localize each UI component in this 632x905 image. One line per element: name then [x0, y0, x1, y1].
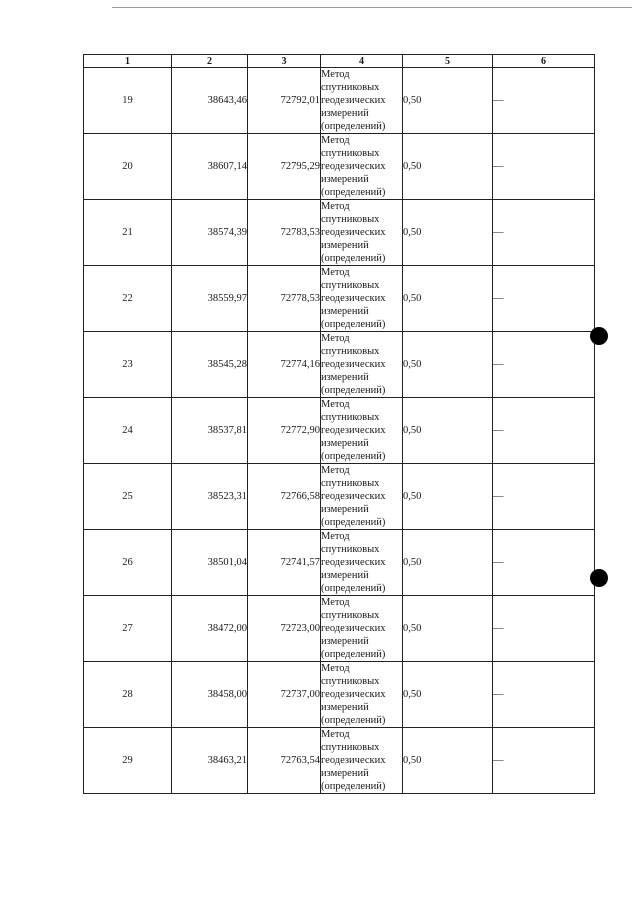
method-line: спутниковых [321, 610, 380, 621]
point-number: 20 [84, 134, 172, 200]
x-coordinate: 38463,21 [172, 728, 248, 794]
method-line: Метод [321, 333, 350, 344]
point-number: 21 [84, 200, 172, 266]
table-row [84, 266, 595, 332]
note-value: — [493, 596, 595, 662]
method-line: геодезических [321, 161, 386, 172]
method-line: геодезических [321, 491, 386, 502]
method-line: Метод [321, 267, 350, 278]
method-cell [321, 728, 403, 794]
method-line: (определений) [321, 715, 386, 726]
header-col-5: 5 [403, 55, 493, 68]
method-line: (определений) [321, 781, 386, 792]
method-line: Метод [321, 597, 350, 608]
note-value: — [493, 464, 595, 530]
header-col-6: 6 [493, 55, 595, 68]
accuracy-value: 0,50 [403, 464, 493, 530]
method-line: измерений [321, 438, 369, 449]
method-line: спутниковых [321, 82, 380, 93]
method-line: геодезических [321, 557, 386, 568]
note-value: — [493, 728, 595, 794]
accuracy-value: 0,50 [403, 68, 493, 134]
method-cell [321, 464, 403, 530]
method-line: (определений) [321, 319, 386, 330]
top-edge-line [112, 7, 632, 8]
note-value: — [493, 266, 595, 332]
method-line: спутниковых [321, 478, 380, 489]
x-coordinate: 38643,46 [172, 68, 248, 134]
y-coordinate: 72723,00 [248, 596, 321, 662]
method-line: измерений [321, 174, 369, 185]
method-cell [321, 266, 403, 332]
table-row [84, 332, 595, 398]
method-line: Метод [321, 201, 350, 212]
x-coordinate: 38574,39 [172, 200, 248, 266]
header-col-1: 1 [84, 55, 172, 68]
accuracy-value: 0,50 [403, 530, 493, 596]
x-coordinate: 38458,00 [172, 662, 248, 728]
x-coordinate: 38559,97 [172, 266, 248, 332]
method-line: спутниковых [321, 412, 380, 423]
method-line: (определений) [321, 121, 386, 132]
method-line: Метод [321, 729, 350, 740]
point-number: 22 [84, 266, 172, 332]
accuracy-value: 0,50 [403, 134, 493, 200]
header-col-2: 2 [172, 55, 248, 68]
method-line: спутниковых [321, 544, 380, 555]
method-line: измерений [321, 570, 369, 581]
table-row [84, 68, 595, 134]
accuracy-value: 0,50 [403, 398, 493, 464]
method-line: спутниковых [321, 280, 380, 291]
method-cell [321, 530, 403, 596]
method-cell [321, 200, 403, 266]
coordinates-table [83, 54, 595, 794]
note-value: — [493, 662, 595, 728]
note-value: — [493, 134, 595, 200]
point-number: 29 [84, 728, 172, 794]
method-line: измерений [321, 636, 369, 647]
table-row [84, 134, 595, 200]
method-line: измерений [321, 240, 369, 251]
method-line: Метод [321, 663, 350, 674]
method-line: геодезических [321, 689, 386, 700]
method-line: (определений) [321, 649, 386, 660]
method-line: (определений) [321, 517, 386, 528]
note-value: — [493, 332, 595, 398]
method-line: Метод [321, 69, 350, 80]
y-coordinate: 72774,16 [248, 332, 321, 398]
table-row [84, 596, 595, 662]
y-coordinate: 72783,53 [248, 200, 321, 266]
x-coordinate: 38472,00 [172, 596, 248, 662]
y-coordinate: 72763,54 [248, 728, 321, 794]
method-cell [321, 662, 403, 728]
method-line: (определений) [321, 253, 386, 264]
table-row [84, 662, 595, 728]
y-coordinate: 72772,90 [248, 398, 321, 464]
method-line: (определений) [321, 187, 386, 198]
method-line: геодезических [321, 227, 386, 238]
accuracy-value: 0,50 [403, 266, 493, 332]
accuracy-value: 0,50 [403, 596, 493, 662]
method-line: Метод [321, 465, 350, 476]
method-line: измерений [321, 768, 369, 779]
method-line: (определений) [321, 451, 386, 462]
accuracy-value: 0,50 [403, 200, 493, 266]
table-row [84, 464, 595, 530]
method-line: (определений) [321, 385, 386, 396]
method-line: спутниковых [321, 148, 380, 159]
table-row [84, 398, 595, 464]
method-line: геодезических [321, 623, 386, 634]
method-line: геодезических [321, 359, 386, 370]
method-line: измерений [321, 372, 369, 383]
x-coordinate: 38537,81 [172, 398, 248, 464]
y-coordinate: 72792,01 [248, 68, 321, 134]
method-cell [321, 596, 403, 662]
method-line: спутниковых [321, 676, 380, 687]
y-coordinate: 72778,53 [248, 266, 321, 332]
point-number: 28 [84, 662, 172, 728]
method-line: Метод [321, 399, 350, 410]
point-number: 24 [84, 398, 172, 464]
point-number: 19 [84, 68, 172, 134]
point-number: 27 [84, 596, 172, 662]
note-value: — [493, 530, 595, 596]
punch-hole-upper [590, 327, 608, 345]
method-line: спутниковых [321, 346, 380, 357]
y-coordinate: 72737,00 [248, 662, 321, 728]
table-row [84, 728, 595, 794]
accuracy-value: 0,50 [403, 728, 493, 794]
method-line: Метод [321, 135, 350, 146]
point-number: 25 [84, 464, 172, 530]
accuracy-value: 0,50 [403, 662, 493, 728]
table-row [84, 200, 595, 266]
point-number: 23 [84, 332, 172, 398]
method-cell [321, 332, 403, 398]
accuracy-value: 0,50 [403, 332, 493, 398]
header-col-3: 3 [248, 55, 321, 68]
method-line: геодезических [321, 755, 386, 766]
point-number: 26 [84, 530, 172, 596]
x-coordinate: 38501,04 [172, 530, 248, 596]
method-line: измерений [321, 108, 369, 119]
header-col-4: 4 [321, 55, 403, 68]
method-line: измерений [321, 306, 369, 317]
table-body [84, 68, 595, 794]
y-coordinate: 72795,29 [248, 134, 321, 200]
method-line: геодезических [321, 95, 386, 106]
method-line: измерений [321, 504, 369, 515]
method-cell [321, 68, 403, 134]
method-line: спутниковых [321, 214, 380, 225]
y-coordinate: 72741,57 [248, 530, 321, 596]
method-line: геодезических [321, 293, 386, 304]
method-cell [321, 398, 403, 464]
note-value: — [493, 398, 595, 464]
y-coordinate: 72766,58 [248, 464, 321, 530]
method-line: спутниковых [321, 742, 380, 753]
note-value: — [493, 200, 595, 266]
method-line: (определений) [321, 583, 386, 594]
x-coordinate: 38523,31 [172, 464, 248, 530]
note-value: — [493, 68, 595, 134]
x-coordinate: 38545,28 [172, 332, 248, 398]
method-line: Метод [321, 531, 350, 542]
table-row [84, 530, 595, 596]
header-row [84, 55, 595, 68]
x-coordinate: 38607,14 [172, 134, 248, 200]
punch-hole-lower [590, 569, 608, 587]
method-cell [321, 134, 403, 200]
method-line: геодезических [321, 425, 386, 436]
method-line: измерений [321, 702, 369, 713]
